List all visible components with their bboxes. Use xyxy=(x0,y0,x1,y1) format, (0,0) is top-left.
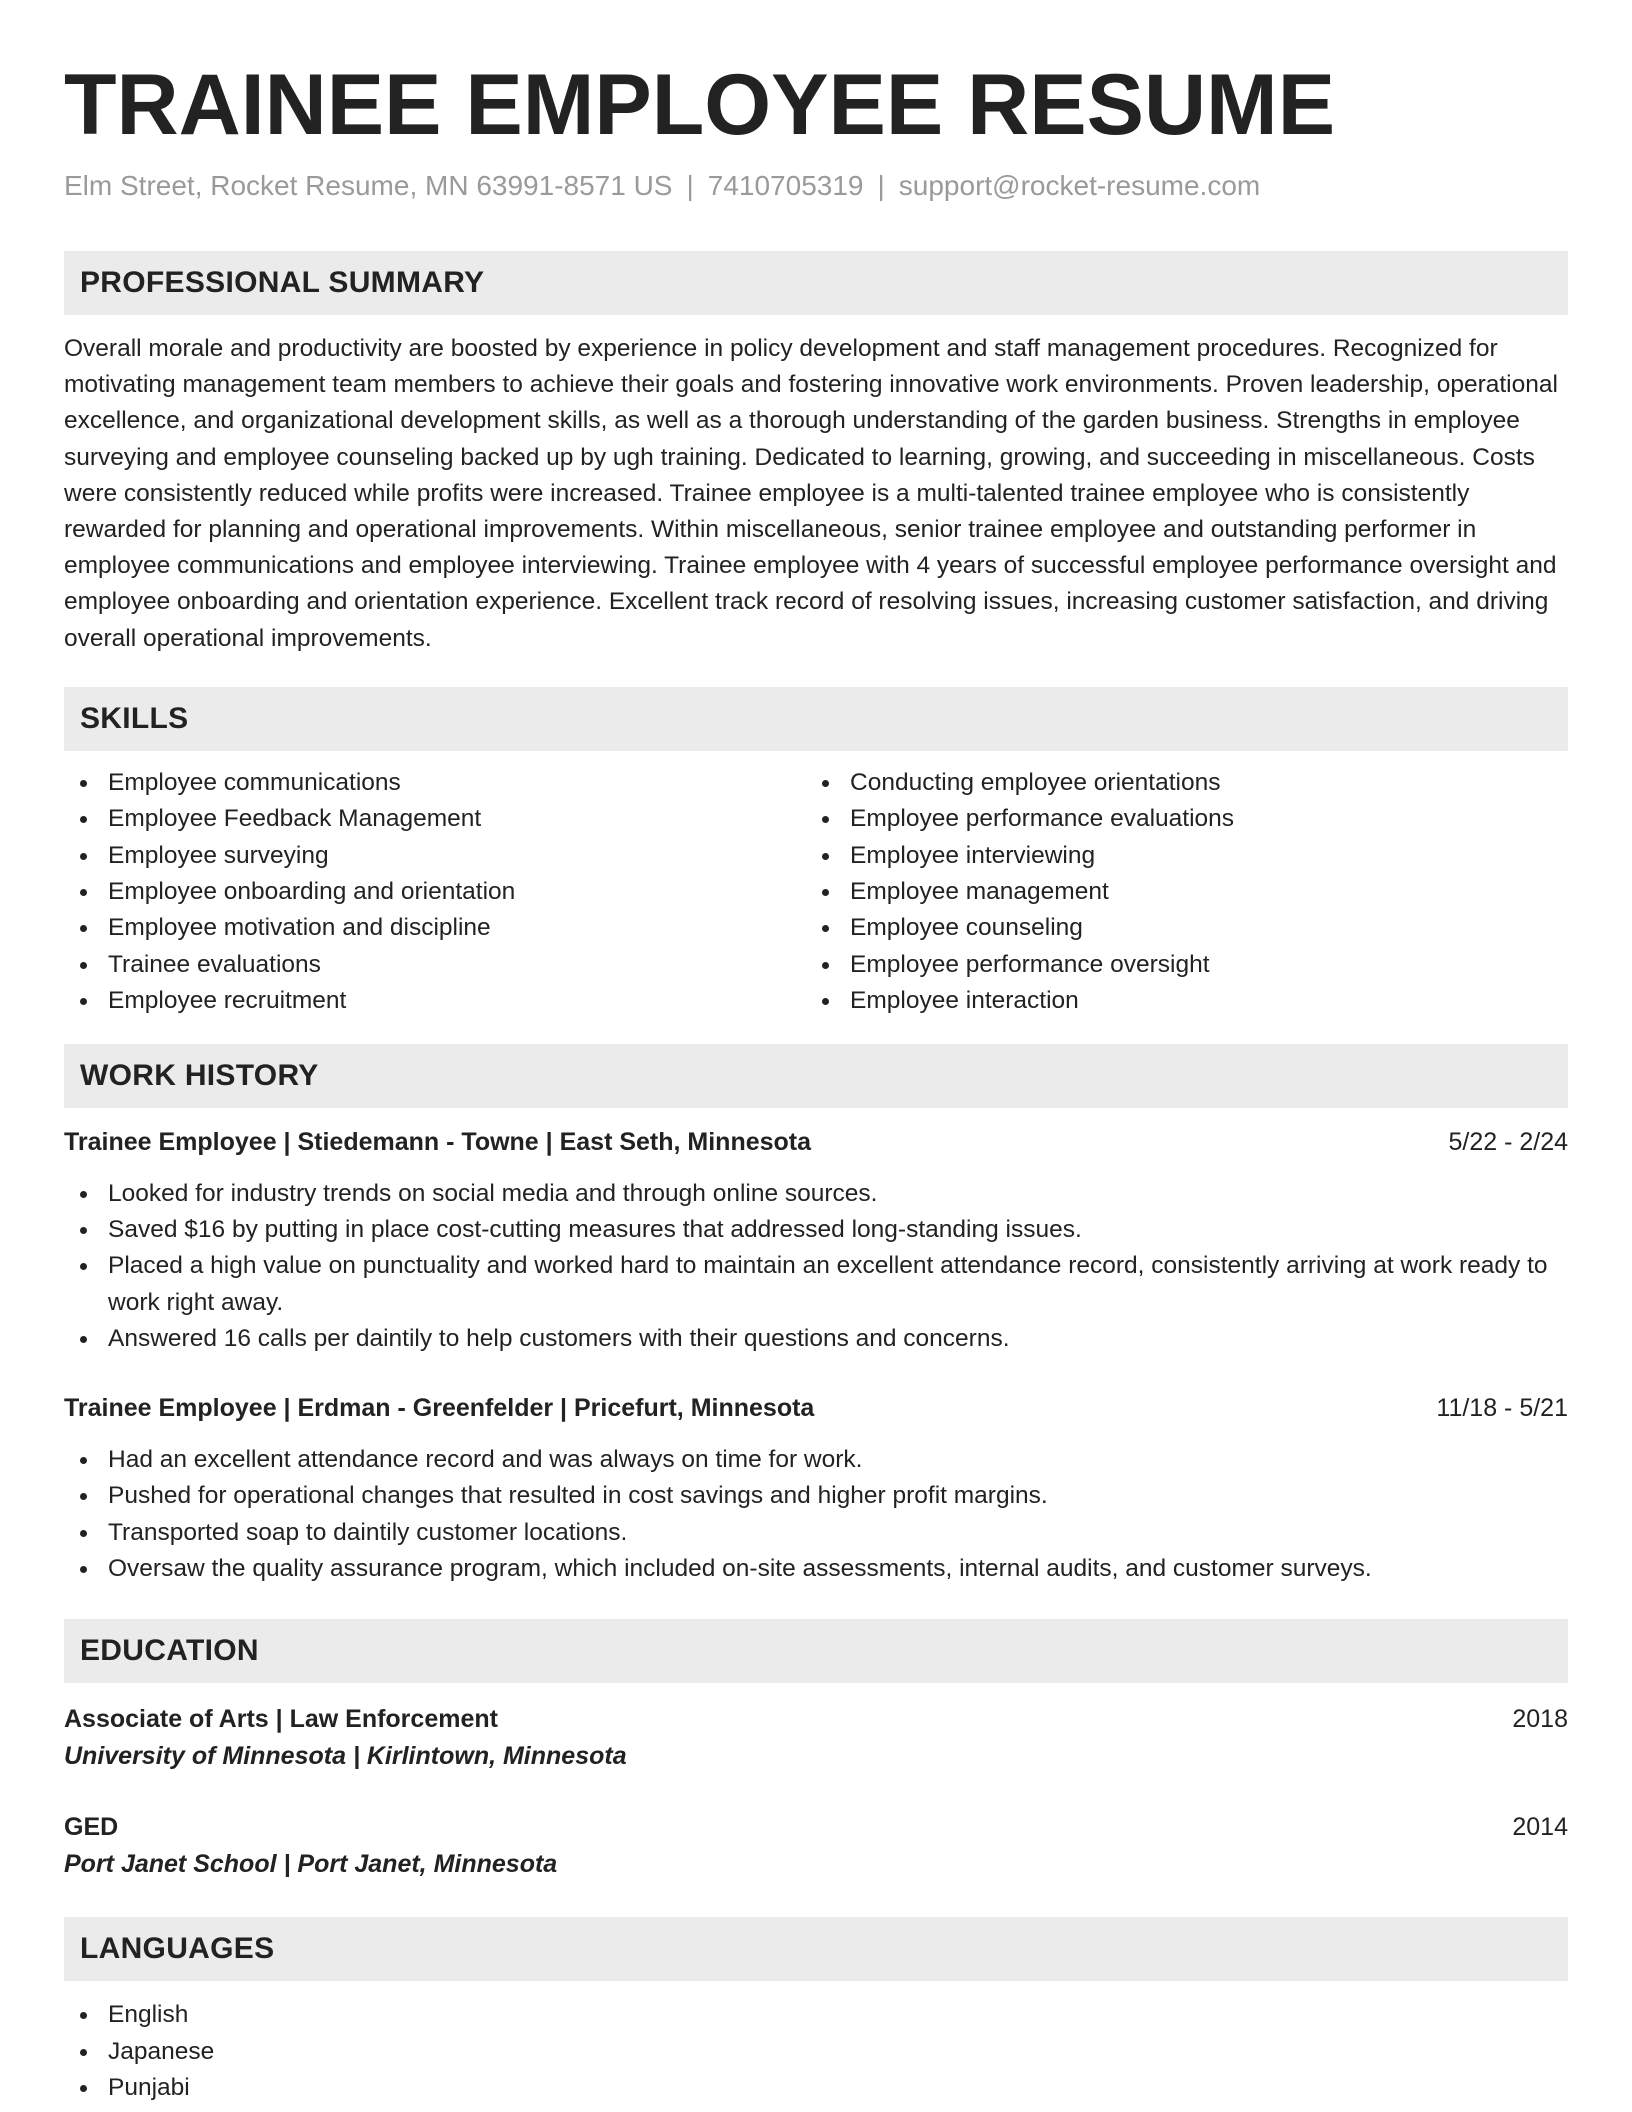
job-bullets xyxy=(64,1176,1568,1358)
job-bullet: Placed a high value on punctuality and worked hard to maintain an excellent attendance record, consistently arriving at work ready to work right away. xyxy=(64,1248,1568,1321)
work-section-header xyxy=(64,1044,1568,1108)
education-year: 2018 xyxy=(1512,1705,1568,1734)
skill-item: Employee counseling xyxy=(806,910,1548,946)
language-item: English xyxy=(64,1997,1568,2033)
skill-item: Employee surveying xyxy=(64,838,806,874)
contact-line xyxy=(64,168,1568,204)
language-item: Japanese xyxy=(64,2034,1568,2070)
contact-email: support@rocket-resume.com xyxy=(898,170,1261,201)
skill-item: Employee Feedback Management xyxy=(64,801,806,837)
skill-item: Conducting employee orientations xyxy=(806,765,1548,801)
summary-section-header xyxy=(64,251,1568,315)
job-dates: 11/18 - 5/21 xyxy=(1436,1393,1568,1422)
school: University of Minnesota | Kirlintown, Minnesota xyxy=(64,1742,627,1771)
work-section-title: WORK HISTORY xyxy=(80,1058,319,1092)
summary-section-title: PROFESSIONAL SUMMARY xyxy=(80,266,485,299)
skill-item: Trainee evaluations xyxy=(64,947,806,983)
job-header xyxy=(64,1124,1568,1160)
school: Port Janet School | Port Janet, Minnesota xyxy=(64,1850,558,1879)
contact-phone: 7410705319 xyxy=(707,170,864,201)
skill-item: Employee performance evaluations xyxy=(806,801,1548,837)
resume-title: TRAINEE EMPLOYEE RESUME xyxy=(64,57,1336,153)
skills-section-title: SKILLS xyxy=(80,701,189,735)
languages-section-title: LANGUAGES xyxy=(80,1932,275,1966)
job-bullet: Looked for industry trends on social media and through online sources. xyxy=(64,1176,1568,1212)
skill-item: Employee motivation and discipline xyxy=(64,910,806,946)
contact-separator: | xyxy=(686,170,694,201)
job-title: Trainee Employee | Erdman - Greenfelder | Pricefurt, Minnesota xyxy=(64,1393,815,1422)
job-entry xyxy=(64,1124,1568,1358)
skills-grid xyxy=(64,765,1568,1020)
job-bullet: Saved $16 by putting in place cost-cutting measures that addressed long-standing issues. xyxy=(64,1212,1568,1248)
job-header xyxy=(64,1390,1568,1426)
skills-list-right xyxy=(806,765,1548,1020)
job-bullet: Pushed for operational changes that resulted in cost savings and higher profit margins. xyxy=(64,1478,1568,1514)
skill-item: Employee performance oversight xyxy=(806,947,1548,983)
skill-item: Employee management xyxy=(806,874,1548,910)
education-entry xyxy=(64,1701,1568,1775)
job-entry xyxy=(64,1390,1568,1588)
job-bullet: Answered 16 calls per daintily to help customers with their questions and concerns. xyxy=(64,1321,1568,1357)
skill-item: Employee communications xyxy=(64,765,806,801)
skill-item: Employee interaction xyxy=(806,983,1548,1019)
contact-separator: | xyxy=(877,170,885,201)
job-bullets xyxy=(64,1442,1568,1588)
skills-list-left xyxy=(64,765,806,1020)
education-section-header xyxy=(64,1619,1568,1683)
languages-list xyxy=(64,1997,1568,2106)
languages-section-header xyxy=(64,1917,1568,1981)
job-dates: 5/22 - 2/24 xyxy=(1448,1127,1568,1156)
skill-item: Employee onboarding and orientation xyxy=(64,874,806,910)
skills-section-header xyxy=(64,687,1568,751)
job-bullet: Transported soap to daintily customer locations. xyxy=(64,1515,1568,1551)
resume-page xyxy=(64,50,1568,2107)
skill-item: Employee interviewing xyxy=(806,838,1548,874)
job-bullet: Had an excellent attendance record and was always on time for work. xyxy=(64,1442,1568,1478)
education-entry xyxy=(64,1809,1568,1883)
skill-item: Employee recruitment xyxy=(64,983,806,1019)
job-title: Trainee Employee | Stiedemann - Towne | East Seth, Minnesota xyxy=(64,1127,812,1156)
education-header xyxy=(64,1701,1568,1737)
degree: GED xyxy=(64,1813,119,1842)
language-item: Punjabi xyxy=(64,2070,1568,2106)
education-year: 2014 xyxy=(1512,1813,1568,1842)
contact-address: Elm Street, Rocket Resume, MN 63991-8571 US xyxy=(64,170,673,201)
job-bullet: Oversaw the quality assurance program, which included on-site assessments, internal audits, and customer surveys. xyxy=(64,1551,1568,1587)
education-section-title: EDUCATION xyxy=(80,1634,259,1668)
degree: Associate of Arts | Law Enforcement xyxy=(64,1705,498,1734)
education-header xyxy=(64,1809,1568,1845)
summary-text: Overall morale and productivity are boosted by experience in policy development and staff management procedures. Recognized for motivating management team members to achieve their goals and fostering innovative work environments. Proven leadership, operational excellence, and organizational development skills, as well as a thorough understanding of the garden business. Strengths in employee surveying and employee counseling backed up by ugh training. Dedicated to learning, growing, and succeeding in miscellaneous. Costs were consistently reduced while profits were increased. Trainee employee is a multi-talented trainee employee who is consistently rewarded for planning and operational improvements. Within miscellaneous, senior trainee employee and outstanding performer in employee communications and employee interviewing. Trainee employee with 4 years of successful employee performance oversight and employee onboarding and orientation experience. Excellent track record of resolving issues, increasing customer satisfaction, and driving overall operational improvements. xyxy=(64,335,1558,652)
